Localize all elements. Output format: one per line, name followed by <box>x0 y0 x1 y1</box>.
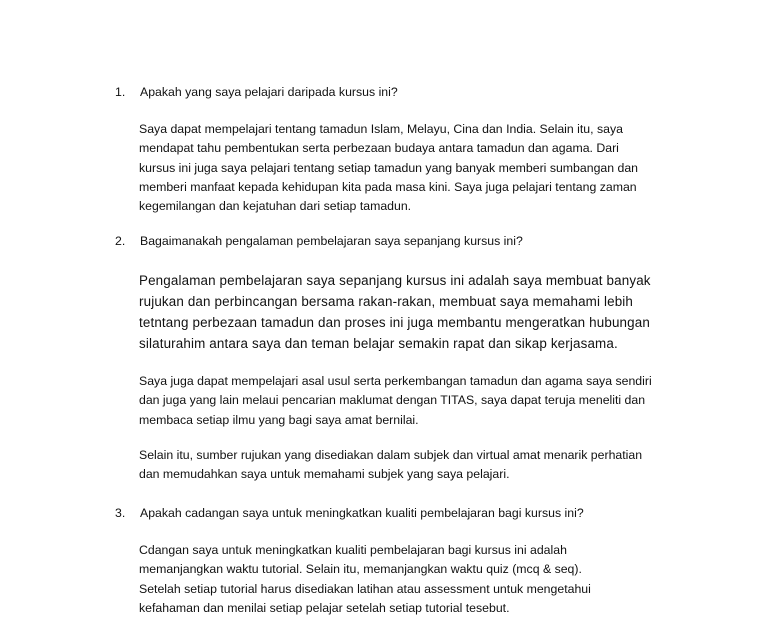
text-line: Saya dapat mempelajari tentang tamadun Islam, Melayu, Cina dan India. Selain itu, saya <box>139 122 623 136</box>
question-text: Apakah yang saya pelajari daripada kursus ini? <box>140 85 398 99</box>
text-line: tetntang perbezaan tamadun dan proses ini juga membantu mengeratkan hubungan <box>139 315 650 330</box>
text-line: Selain itu, sumber rujukan yang disediakan dalam subjek dan virtual amat menarik perhatian <box>139 448 643 462</box>
text-line: Cdangan saya untuk meningkatkan kualiti pembelajaran bagi kursus ini adalah <box>139 543 567 557</box>
answer-2-paragraph-3 <box>139 446 642 485</box>
question-2 <box>115 232 523 251</box>
text-line: Saya juga dapat mempelajari asal usul serta perkembangan tamadun dan agama saya sendiri <box>139 374 652 388</box>
question-3 <box>115 504 584 523</box>
question-1 <box>115 83 398 102</box>
question-number: 2. <box>115 234 126 248</box>
answer-2-paragraph-2 <box>139 372 652 430</box>
text-line: mendapat tahu pembentukan serta perbezaan budaya antara tamadun dan agama. Dari <box>139 141 619 156</box>
text-line: dan juga yang lain melaui pencarian maklumat dengan TITAS, saya dapat teruja meneliti dan <box>139 393 646 408</box>
answer-1-paragraph-1 <box>139 120 638 216</box>
text-line: rujukan dan perbincangan bersama rakan-rakan, membuat saya memahami lebih <box>139 294 634 309</box>
text-line: Pengalaman pembelajaran saya sepanjang kursus ini adalah saya membuat banyak <box>139 273 651 288</box>
question-text: Apakah cadangan saya untuk meningkatkan kualiti pembelajaran bagi kursus ini? <box>140 506 584 520</box>
question-text: Bagaimanakah pengalaman pembelajaran saya sepanjang kursus ini? <box>140 234 523 248</box>
question-number: 3. <box>115 506 126 520</box>
text-line: kegemilangan dan kejatuhan dari setiap tamadun. <box>139 199 412 214</box>
answer-2-paragraph-1 <box>139 270 651 354</box>
text-line: membaca setiap ilmu yang bagi saya amat bernilai. <box>139 412 419 427</box>
text-line: Setelah setiap tutorial harus disediakan latihan atau assessment untuk mengetahui <box>139 581 591 596</box>
text-line: kefahaman dan menilai setiap pelajar setelah setiap tutorial tesebut. <box>139 600 510 615</box>
text-line: dan memudahkan saya untuk memahami subjek yang saya pelajari. <box>139 467 510 482</box>
text-line: memanjangkan waktu tutorial. Selain itu, memanjangkan waktu quiz (mcq & seq). <box>139 562 582 577</box>
text-line: silaturahim antara saya dan teman belajar semakin rapat dan sikap kerjasama. <box>139 336 618 351</box>
answer-3-paragraph-1 <box>139 541 591 618</box>
text-line: memberi manfaat kepada kehidupan kita pada masa kini. Saya juga pelajari tentang zaman <box>139 179 637 194</box>
text-line: kursus ini juga saya pelajari tentang setiap tamadun yang banyak memberi sumbangan dan <box>139 160 639 175</box>
question-number: 1. <box>115 85 126 99</box>
